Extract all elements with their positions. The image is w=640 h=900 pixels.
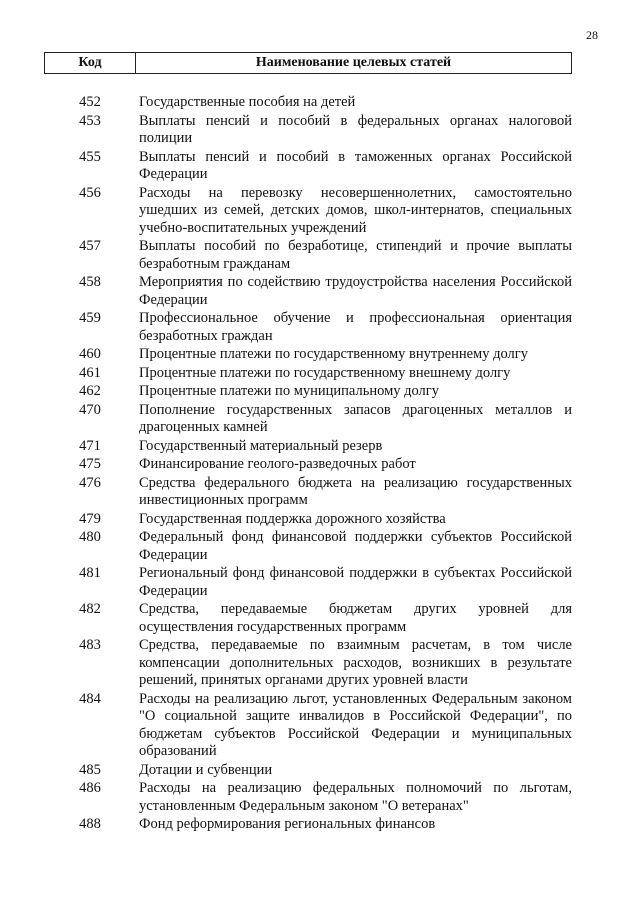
table-row — [44, 402, 572, 437]
table-row — [44, 438, 572, 456]
page-number: 28 — [586, 28, 598, 42]
row-code: 481 — [79, 565, 101, 581]
row-name: Фонд реформирования региональных финансов — [139, 816, 436, 832]
table-row — [44, 475, 572, 510]
row-name: Процентные платежи по государственному внешнему долгу — [139, 364, 511, 381]
table-row — [44, 185, 572, 238]
table-row — [44, 565, 572, 600]
table-row — [44, 310, 572, 345]
table-row — [44, 780, 572, 815]
row-name: Пополнение государственных запасов драгоценных металлов и драгоценных камней — [139, 401, 572, 435]
table-row — [44, 383, 572, 401]
row-name: Средства, передаваемые по взаимным расчетам, в том числе компенсации дополнительных расходов, возникших в результате решений, принятых органами других уровней власти — [139, 637, 572, 688]
row-name: Финансирование геолого-разведочных работ — [139, 456, 416, 472]
table-row — [44, 238, 572, 273]
row-name: Средства, передаваемые бюджетам других уровней для осуществления государственных программ — [139, 601, 572, 635]
row-name: Государственные пособия на детей — [139, 94, 356, 110]
table-row — [44, 346, 572, 364]
row-name: Выплаты пособий по безработице, стипендий и прочие выплаты безработным гражданам — [139, 238, 572, 272]
row-name: Расходы на перевозку несовершеннолетних, самостоятельно ушедших из семей, детских домов, школ-интернатов, специальных учебно-воспитательных учреждений — [139, 184, 572, 236]
row-code: 461 — [79, 364, 101, 381]
header-code: Код — [45, 53, 136, 73]
row-code: 486 — [79, 780, 101, 796]
table-row — [44, 816, 572, 834]
row-name: Дотации и субвенции — [139, 761, 273, 778]
row-code: 459 — [79, 310, 101, 326]
row-code: 452 — [79, 94, 101, 110]
table-row — [44, 601, 572, 636]
row-code: 488 — [79, 816, 101, 832]
row-name: Процентные платежи по муниципальному долгу — [139, 383, 439, 399]
row-name: Выплаты пенсий и пособий в таможенных органах Российской Федерации — [139, 148, 572, 182]
row-code: 453 — [79, 112, 101, 129]
row-name: Средства федерального бюджета на реализацию государственных инвестиционных программ — [139, 474, 572, 508]
row-code: 455 — [79, 148, 101, 165]
table-row — [44, 149, 572, 184]
row-name: Государственная поддержка дорожного хозяйства — [139, 510, 446, 527]
row-code: 475 — [79, 456, 101, 472]
row-code: 471 — [79, 437, 101, 454]
row-code: 458 — [79, 274, 101, 290]
row-name: Государственный материальный резерв — [139, 437, 383, 454]
row-code: 479 — [79, 510, 101, 527]
row-code: 482 — [79, 601, 101, 617]
table-row — [44, 637, 572, 690]
table-body — [44, 94, 572, 835]
row-code: 485 — [79, 761, 101, 778]
row-code: 470 — [79, 401, 101, 418]
row-code: 457 — [79, 238, 101, 254]
row-code: 460 — [79, 346, 101, 362]
table-row — [44, 274, 572, 309]
table-row — [44, 456, 572, 474]
table-row — [44, 691, 572, 761]
table-row — [44, 762, 572, 780]
row-name: Выплаты пенсий и пособий в федеральных органах налоговой полиции — [139, 112, 572, 146]
table-header — [44, 52, 572, 74]
row-code: 456 — [79, 184, 101, 201]
table-row — [44, 365, 572, 383]
row-name: Региональный фонд финансовой поддержки в субъектах Российской Федерации — [139, 565, 572, 599]
row-name: Профессиональное обучение и профессиональная ориентация безработных граждан — [139, 310, 572, 344]
row-code: 484 — [79, 690, 101, 707]
row-code: 480 — [79, 529, 101, 545]
row-name: Федеральный фонд финансовой поддержки субъектов Российской Федерации — [139, 529, 572, 563]
row-name: Процентные платежи по государственному внутреннему долгу — [139, 346, 528, 362]
table-row — [44, 113, 572, 148]
row-name: Расходы на реализацию федеральных полномочий по льготам, установленным Федеральным законом "О ветеранах" — [139, 780, 572, 814]
row-code: 462 — [79, 383, 101, 399]
header-name: Наименование целевых статей — [255, 55, 452, 70]
row-code: 483 — [79, 637, 101, 653]
table-row — [44, 511, 572, 529]
row-name: Мероприятия по содействию трудоустройства населения Российской Федерации — [139, 274, 572, 308]
table-row — [44, 94, 572, 112]
table-row — [44, 529, 572, 564]
row-name: Расходы на реализацию льгот, установленных Федеральным законом "О социальной защите инвалидов в Российской Федерации", по бюджетам субъектов Российской Федерации и муниципальных образований — [139, 690, 572, 759]
row-code: 476 — [79, 474, 101, 491]
